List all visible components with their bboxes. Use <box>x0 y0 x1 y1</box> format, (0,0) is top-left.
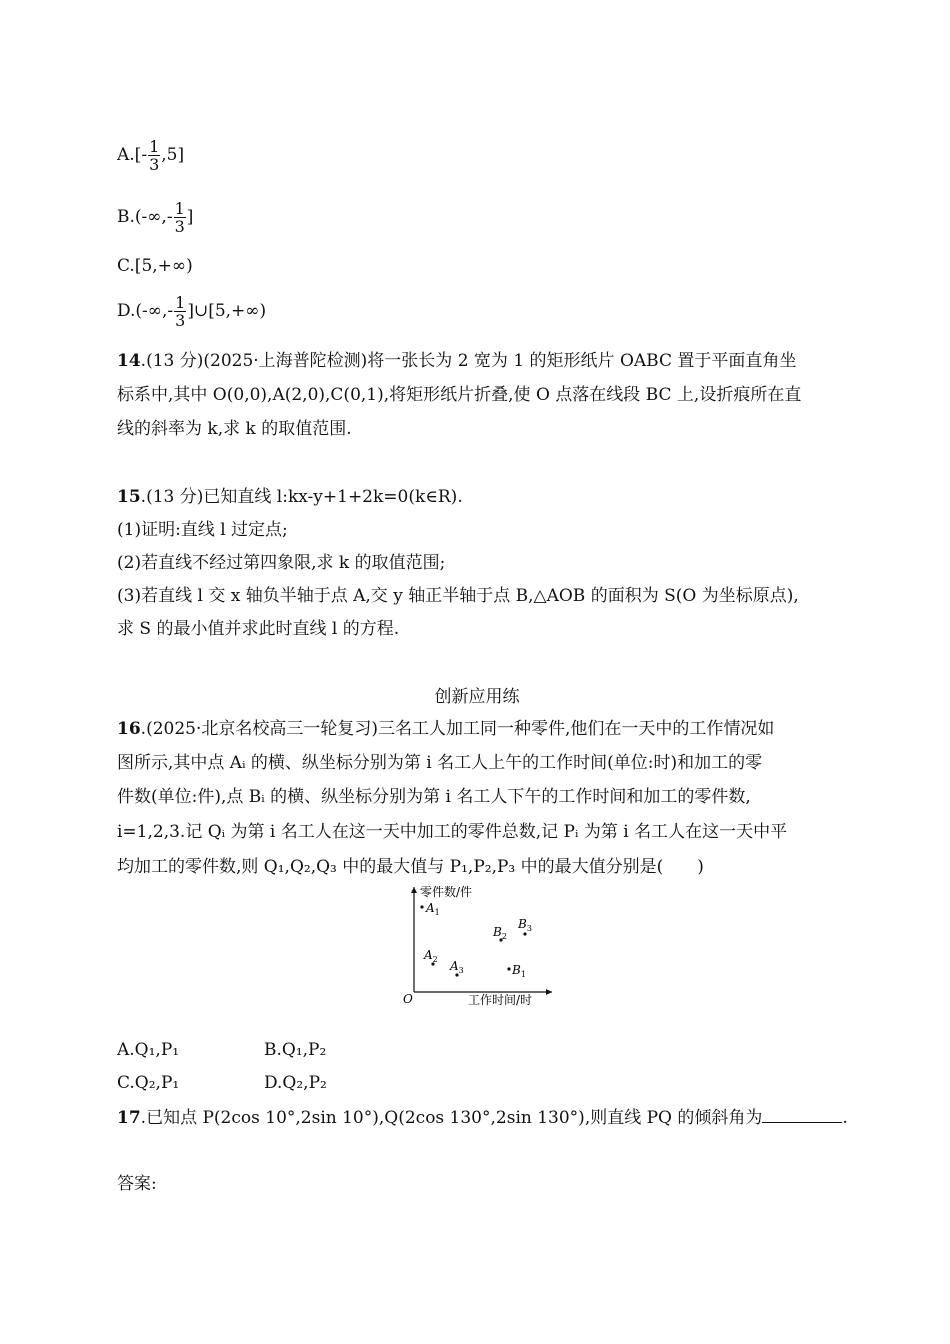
answer-label: 答案: <box>117 1174 157 1194</box>
label-b3: $B_3$ <box>518 917 532 933</box>
q15-number: 15 <box>117 487 141 507</box>
q15-part-1: (1)证明:直线 l 过定点; <box>117 520 288 540</box>
x-axis-label: 工作时间/时 <box>468 993 533 1007</box>
fraction: $\frac{1}{3}$ <box>149 137 160 174</box>
answer-blank <box>762 1106 842 1123</box>
q13-option-b: B.(-∞,- $\frac{1}{3}$ ] <box>117 199 194 236</box>
q15-part-2: (2)若直线不经过第四象限,求 k 的取值范围; <box>117 553 446 573</box>
q16-line-2: 图所示,其中点 Aᵢ 的横、纵坐标分别为第 i 名工人上午的工作时间(单位:时)和加工的零 <box>117 753 763 773</box>
q16-option-c: C.Q₂,P₁ <box>117 1073 180 1093</box>
q17-number: 17 <box>117 1108 141 1128</box>
q16-number: 16 <box>117 719 141 739</box>
y-axis-label: 零件数/件 <box>420 885 473 899</box>
q16-line-4: i=1,2,3.记 Qᵢ 为第 i 名工人在这一天中加工的零件总数,记 Pᵢ 为第 i 名工人在这一天中平 <box>117 822 788 842</box>
fraction: $\frac{1}{3}$ <box>174 199 185 236</box>
label-a3: $A_3$ <box>450 959 464 975</box>
origin-label: O <box>403 992 413 1006</box>
label-a1: $A_1$ <box>426 901 440 917</box>
q15-line-1: 15.(13 分)已知直线 l:kx-y+1+2k=0(k∈R). <box>117 487 463 507</box>
q13-option-d: D.(-∞,- $\frac{1}{3}$ ]∪[5,+∞) <box>117 293 267 330</box>
q17-line: 17.已知点 P(2cos 10°,2sin 10°),Q(2cos 130°,2sin 130°),则直线 PQ 的倾斜角为 . <box>117 1108 848 1128</box>
q14-number: 14 <box>117 351 141 371</box>
q16-option-b: B.Q₁,P₂ <box>264 1040 327 1060</box>
section-title: 创新应用练 <box>434 687 520 707</box>
q13-option-c: C.[5,+∞) <box>117 256 193 276</box>
q14-line-3: 线的斜率为 k,求 k 的取值范围. <box>117 419 352 439</box>
q14-line-1: 14.(13 分)(2025·上海普陀检测)将一张长为 2 宽为 1 的矩形纸片 OABC 置于平面直角坐 <box>117 351 797 371</box>
label-b1: $B_1$ <box>512 963 526 979</box>
label-a2: $A_2$ <box>424 948 438 964</box>
q15-part-3-cont: 求 S 的最小值并求此时直线 l 的方程. <box>117 619 400 639</box>
q16-option-a: A.Q₁,P₁ <box>117 1040 180 1060</box>
q16-line-1: 16.(2025·北京名校高三一轮复习)三名工人加工同一种零件,他们在一天中的工作情况如 <box>117 719 775 739</box>
point-a1 <box>420 905 423 908</box>
q16-line-5: 均加工的零件数,则 Q₁,Q₂,Q₃ 中的最大值与 P₁,P₂,P₃ 中的最大值分别是( ) <box>117 857 704 877</box>
label-b2: $B_2$ <box>493 925 507 941</box>
point-b1 <box>507 967 510 970</box>
q15-part-3: (3)若直线 l 交 x 轴负半轴于点 A,交 y 轴正半轴于点 B,△AOB 的面积为 S(O 为坐标原点), <box>117 586 799 606</box>
q16-option-d: D.Q₂,P₂ <box>264 1073 327 1093</box>
scatter-figure <box>400 882 560 1010</box>
q13-option-a: A.[- $\frac{1}{3}$ ,5] <box>117 137 185 174</box>
fraction: $\frac{1}{3}$ <box>175 293 186 330</box>
q14-line-2: 标系中,其中 O(0,0),A(2,0),C(0,1),将矩形纸片折叠,使 O 点落在线段 BC 上,设折痕所在直 <box>117 385 802 405</box>
q16-line-3: 件数(单位:件),点 Bᵢ 的横、纵坐标分别为第 i 名工人下午的工作时间和加工的零件数, <box>117 787 751 807</box>
